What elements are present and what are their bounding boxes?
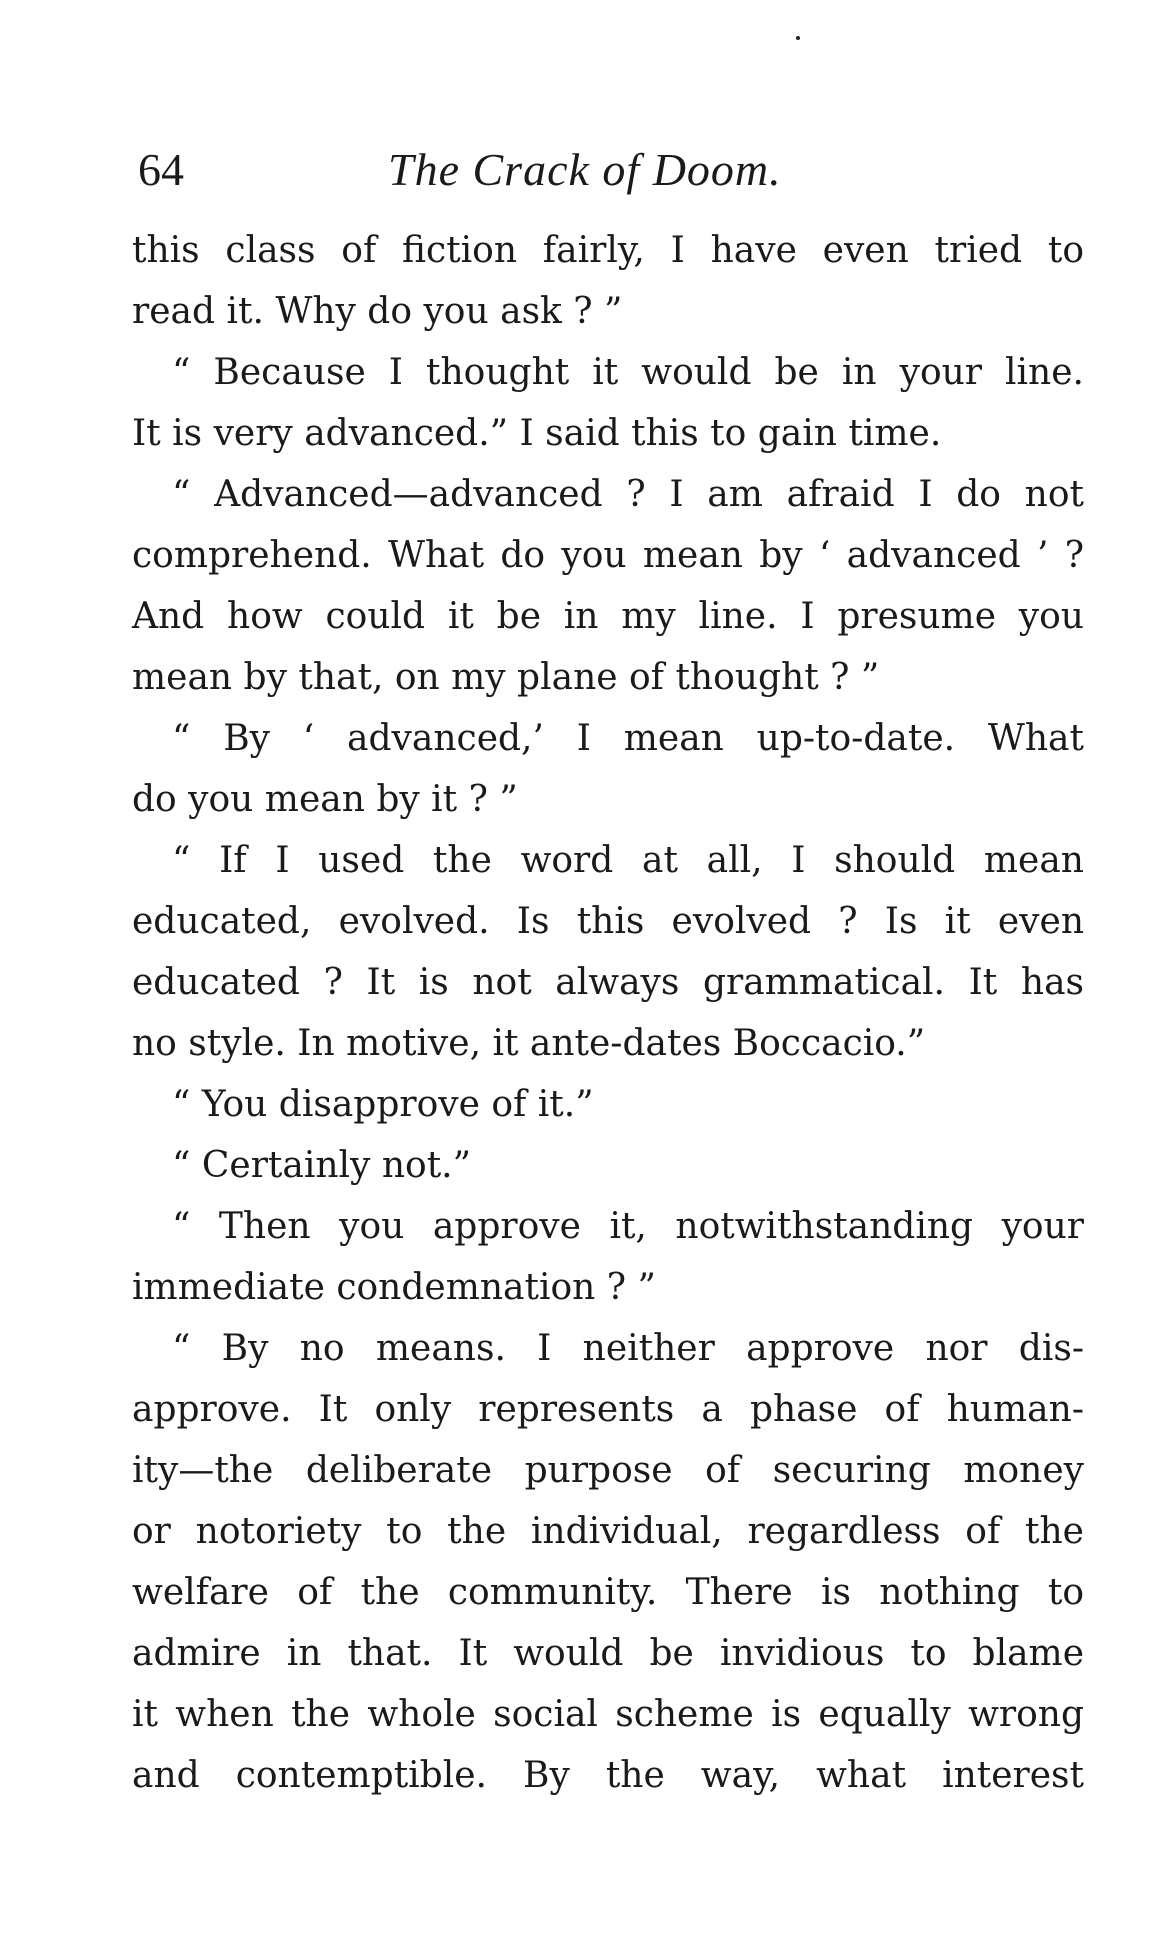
text-line: “ By no means. I neither approve nor dis- [172, 1328, 1084, 1369]
text-line: or notoriety to the individual, regardless of the [132, 1511, 1084, 1552]
text-line: “ You disapprove of it.” [172, 1084, 594, 1125]
text-line: “ By ‘ advanced,’ I mean up-to-date. What [172, 718, 1084, 759]
text-line: it when the whole social scheme is equally wrong [132, 1694, 1084, 1735]
text-line: welfare of the community. There is nothing to [132, 1572, 1084, 1613]
text-line: and contemptible. By the way, what interest [132, 1755, 1084, 1796]
body-text [132, 220, 1084, 1806]
text-line: do you mean by it ? ” [132, 779, 518, 820]
page-number: 64 [138, 144, 184, 195]
text-line: ity—the deliberate purpose of securing money [132, 1450, 1084, 1491]
text-line: mean by that, on my plane of thought ? ” [132, 657, 880, 698]
text-line: admire in that. It would be invidious to blame [132, 1633, 1084, 1674]
text-line: “ Then you approve it, notwithstanding your [172, 1206, 1084, 1247]
text-line: “ Advanced—advanced ? I am afraid I do not [172, 474, 1084, 515]
text-line: “ Because I thought it would be in your line. [172, 352, 1084, 393]
text-line: “ If I used the word at all, I should mean [172, 840, 1084, 881]
text-line: this class of fiction fairly, I have even tried to [132, 230, 1084, 271]
text-line: educated ? It is not always grammatical. It has [132, 962, 1084, 1003]
text-line: educated, evolved. Is this evolved ? Is it even [132, 901, 1084, 942]
text-line: no style. In motive, it ante-dates Boccacio.” [132, 1023, 926, 1064]
text-line: “ Certainly not.” [172, 1145, 472, 1186]
text-line: It is very advanced.” I said this to gain time. [132, 413, 942, 454]
page-speck [796, 36, 800, 40]
text-line: And how could it be in my line. I presume you [132, 596, 1084, 637]
page-header [138, 140, 1038, 200]
text-line: approve. It only represents a phase of human- [132, 1389, 1084, 1430]
running-title: The Crack of Doom. [388, 144, 782, 195]
text-line: read it. Why do you ask ? ” [132, 291, 623, 332]
text-line: immediate condemnation ? ” [132, 1267, 656, 1308]
text-line: comprehend. What do you mean by ‘ advanced ’ ? [132, 535, 1084, 576]
